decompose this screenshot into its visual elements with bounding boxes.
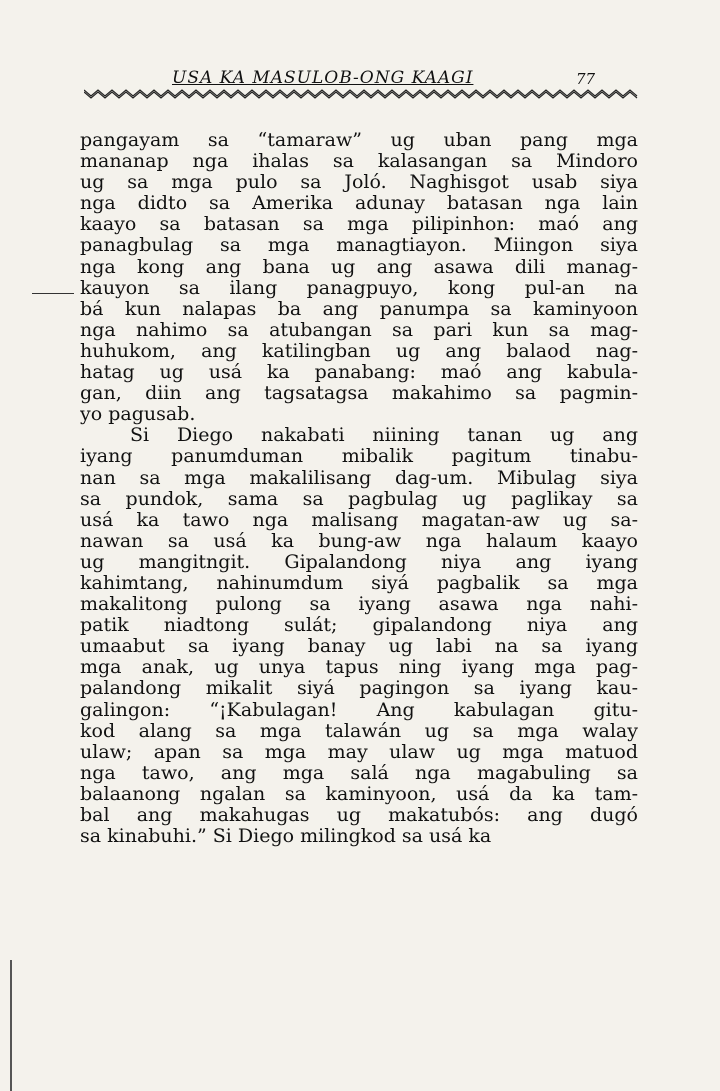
text-line: nawan sa usá ka bung-aw nga halaum kaayo (80, 530, 638, 552)
text-line: hatag ug usá ka panabang: maó ang kabula- (80, 362, 638, 384)
text-line: ug sa mga pulo sa Joló. Naghisgot usab siya (80, 172, 638, 194)
text-line: sa kinabuhi.” Si Diego milingkod sa usá ka (80, 826, 492, 848)
running-title: USA KA MASULOB-ONG KAAGI (172, 68, 474, 88)
text-line: gan, diin ang tagsatagsa makahimo sa pagmin- (80, 383, 638, 405)
text-line: yo pagusab. (80, 404, 196, 426)
text-line: sa pundok, sama sa pagbulag ug paglikay sa (80, 488, 638, 510)
text-line: nga kong ang bana ug ang asawa dili manag- (80, 256, 638, 278)
text-line: ug mangitngit. Gipalandong niya ang iyang (80, 551, 638, 573)
page-number: 77 (576, 70, 596, 88)
text-line: kaayo sa batasan sa mga pilipinhon: maó ang (80, 214, 638, 236)
text-line: kauyon sa ilang panagpuyo, kong pul-an na (80, 277, 638, 299)
text-line: iyang panumduman mibalik pagitum tinabu- (80, 446, 638, 468)
text-line: huhukom, ang katilingban ug ang balaod nag- (80, 340, 638, 362)
text-line: kahimtang, nahinumdum siyá pagbalik sa mga (80, 572, 638, 594)
text-line: ulaw; apan sa mga may ulaw ug mga matuod (80, 741, 638, 763)
zigzag-ornament-icon (84, 88, 640, 100)
margin-mark (32, 293, 74, 294)
body-text (80, 130, 638, 847)
text-line: bá kun nalapas ba ang panumpa sa kaminyoon (80, 298, 638, 320)
text-line: mga anak, ug unya tapus ning iyang mga pag- (80, 657, 638, 679)
text-line: usá ka tawo nga malisang magatan-aw ug sa- (80, 509, 638, 531)
text-line: bal ang makahugas ug makatubós: ang dugó (80, 805, 638, 826)
text-line: pangayam sa “tamaraw” ug uban pang mga (80, 130, 638, 151)
text-line: palandong mikalit siyá pagingon sa iyang kau- (80, 678, 638, 700)
text-line: balaanong ngalan sa kaminyoon, usá da ka tam- (80, 783, 638, 805)
text-line: patik niadtong sulát; gipalandong niya ang (80, 615, 638, 637)
text-line: makalitong pulong sa iyang asawa nga nahi- (80, 594, 638, 616)
text-line: umaabut sa iyang banay ug labi na sa iyang (80, 636, 638, 658)
text-line: Si Diego nakabati niining tanan ug ang (130, 425, 638, 447)
text-line: galingon: “¡Kabulagan! Ang kabulagan gitu- (80, 699, 638, 721)
text-line: panagbulag sa mga managtiayon. Miingon siya (80, 235, 638, 257)
margin-rule (10, 960, 12, 1091)
text-line: kod alang sa mga talawán ug sa mga walay (80, 720, 638, 742)
text-line: mananap nga ihalas sa kalasangan sa Mindoro (80, 151, 638, 173)
text-line: nga didto sa Amerika adunay batasan nga lain (80, 193, 638, 215)
text-line: nga tawo, ang mga salá nga magabuling sa (80, 762, 638, 784)
text-line: nan sa mga makalilisang dag-um. Mibulag siya (80, 467, 638, 489)
text-line: nga nahimo sa atubangan sa pari kun sa mag- (80, 319, 638, 341)
page-header (84, 64, 640, 104)
